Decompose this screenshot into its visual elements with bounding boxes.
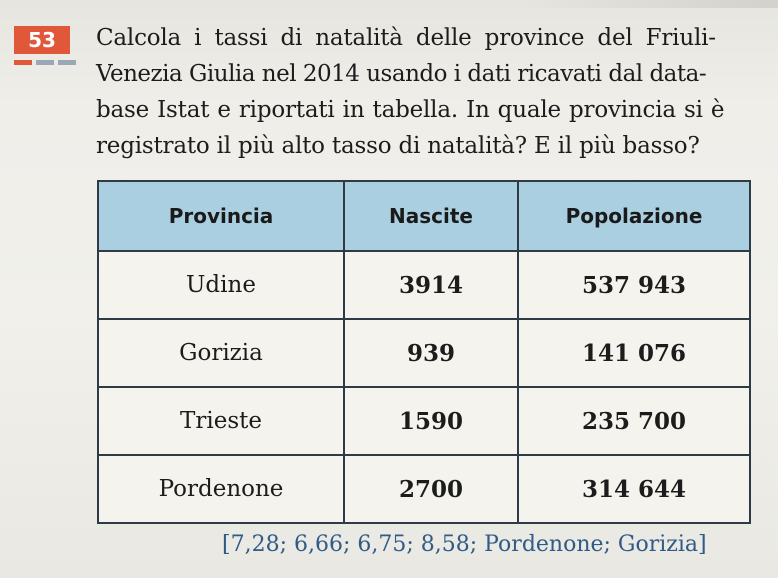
cell-nascite: 2700 [344, 455, 518, 523]
cell-popolazione: 141 076 [518, 319, 750, 387]
difficulty-dash-empty [58, 60, 76, 65]
question-line: Calcola i tassi di natalità delle province del Friuli- [96, 25, 716, 51]
difficulty-dash-empty [36, 60, 54, 65]
question-line: base Istat e riportati in tabella. In quale provincia si è [96, 97, 725, 123]
header-popolazione: Popolazione [518, 181, 750, 251]
question-line: Venezia Giulia nel 2014 usando i dati ricavati dal data- [96, 61, 707, 87]
cell-popolazione: 235 700 [518, 387, 750, 455]
table-header-row [98, 181, 750, 251]
cell-provincia: Udine [98, 251, 344, 319]
header-nascite: Nascite [344, 181, 518, 251]
birth-data-table [97, 180, 751, 524]
table-row [98, 387, 750, 455]
cell-nascite: 1590 [344, 387, 518, 455]
page-edge-shadow [520, 0, 778, 8]
cell-provincia: Gorizia [98, 319, 344, 387]
birth-data-table-wrapper [97, 180, 749, 520]
header-provincia: Provincia [98, 181, 344, 251]
cell-popolazione: 537 943 [518, 251, 750, 319]
cell-popolazione: 314 644 [518, 455, 750, 523]
cell-provincia: Pordenone [98, 455, 344, 523]
difficulty-dash-filled [14, 60, 32, 65]
cell-nascite: 939 [344, 319, 518, 387]
difficulty-indicator [14, 60, 76, 66]
table-row [98, 455, 750, 523]
cell-nascite: 3914 [344, 251, 518, 319]
exercise-question [96, 20, 760, 164]
cell-provincia: Trieste [98, 387, 344, 455]
question-line: registrato il più alto tasso di natalità? E il più basso? [96, 133, 700, 159]
exercise-number-badge: 53 [14, 26, 70, 54]
table-row [98, 319, 750, 387]
table-row [98, 251, 750, 319]
answer-key: [7,28; 6,66; 6,75; 8,58; Pordenone; Gorizia] [222, 532, 707, 557]
